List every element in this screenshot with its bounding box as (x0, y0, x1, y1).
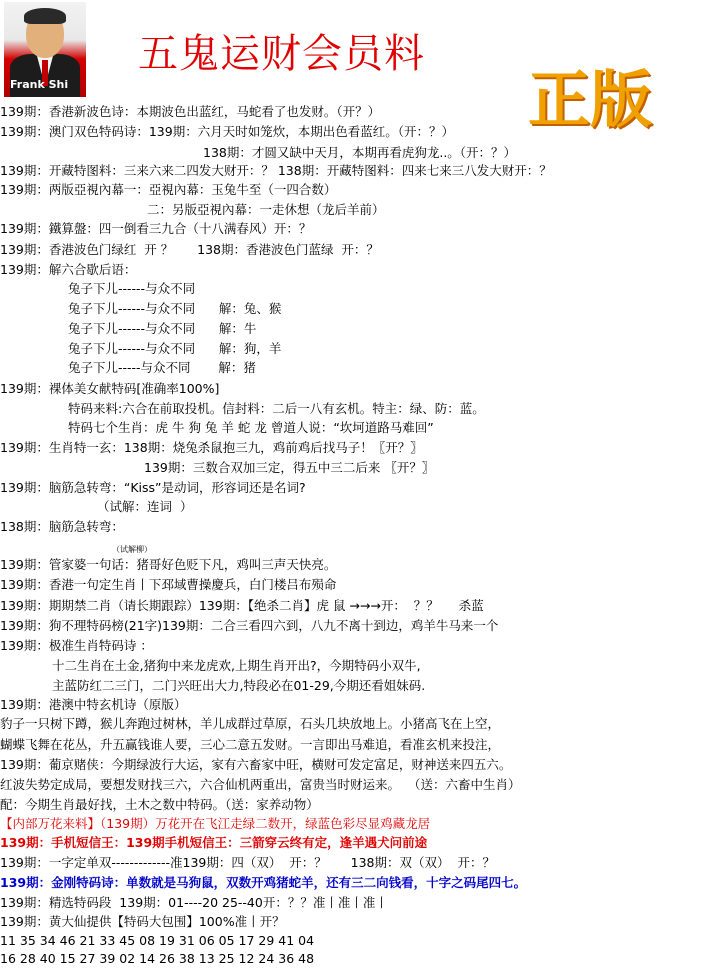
text-line-red: 【内部万花来料】（139期）万花开在飞江走绿二数开，绿蓝色彩尽显鸡藏龙居 (0, 816, 431, 831)
text-line: 配：今期生肖最好找，土木之数中特码。（送：家养动物） (0, 797, 319, 812)
text-line: 兔子下儿------与众不同 解：牛 (68, 321, 257, 336)
text-line: 139期：开藏特图料：三来六来二四发大财开：？ 138期：开藏特图料：四来七来三八发大财开：？ (0, 163, 552, 178)
text-line: 十二生肖在土金,猪狗中来龙虎欢,上期生肖开出?，今期特码小双牛, (52, 658, 421, 673)
text-line: 139期：香港波色门绿红 开 ？ 138期：香港波色门蓝绿 开：？ (0, 242, 379, 257)
text-line: 特码七个生肖：虎 牛 狗 兔 羊 蛇 龙 曾道人说：“坎坷道路马难回” (68, 420, 434, 435)
text-line: （试解柳） (112, 545, 152, 554)
text-line: 139期：鐵算盤：四一倒看三九合（十八满春风）开：？ (0, 221, 312, 236)
text-line: 兔子下儿------与众不同 解：兔、猴 (68, 301, 282, 316)
text-line: 139期：一字定单双-------------准139期：四（双） 开：？ 138期：双（双） 开：？ (0, 855, 495, 870)
text-line: 特码来料:六合在前取投机。信封料：二后一八有玄机。特主：绿、防：蓝。 (68, 401, 485, 416)
photo-hair (24, 8, 66, 24)
text-line: 139期：三数合双加三定，得五中三二后来 〖开？〗 (144, 460, 435, 475)
text-line: 139期：极准生肖特码诗 ： (0, 638, 153, 653)
photo-caption: Frank Shi (10, 78, 69, 91)
text-line: 二：另版亞視內幕：一走休想（龙后羊前） (147, 202, 385, 217)
text-line: 139期：狗不理特码榜(21字)139期：二合三看四六到，八九不离十到边，鸡羊牛马来一个 (0, 618, 499, 633)
text-line: 139期：黄大仙提供【特码大包围】100%准丨开？ (0, 914, 285, 929)
number-row: 16 28 40 15 27 39 02 14 26 38 13 25 12 24 36 48 (0, 951, 315, 966)
text-line: 兔子下儿------与众不同 (68, 281, 196, 296)
text-line: 豹子一只树下蹲，猴儿奔跑过树林，羊儿成群过草原，石头几块放地上。小猪高飞在上空， (0, 716, 501, 731)
portrait-photo (4, 2, 86, 97)
stamp-logo: 正版 (528, 63, 653, 136)
text-line: 兔子下儿------与众不同 解：狗，羊 (68, 341, 282, 356)
text-line: 139期：葡京赌侠：今期绿波行大运，家有六畜家中旺，横财可发定富足，财神送来四五六。 (0, 757, 512, 772)
text-line: 红波失势定成局，要想发财找三六，六合仙机两重出，富贵当时财运来。 （送：六畜中生肖） (0, 777, 521, 792)
text-line: 蝴蝶飞舞在花丛，升五赢钱谁人要，三心二意五发财。一言即出马难追，看准玄机来投注， (0, 737, 501, 752)
page-title: 五鬼运财会员料 (138, 31, 425, 77)
text-line: （试解：连词 ） (97, 499, 193, 514)
text-line: 139期：解六合歇后语： (0, 262, 137, 277)
text-line: 139期：管家婆一句话：猪哥好色贬下凡，鸡叫三声天快亮。 (0, 557, 337, 572)
text-line-red: 139期：手机短信王：139期手机短信王：三箭穿云终有定，逢羊遇犬问前途 (0, 835, 428, 850)
text-line: 139期：两版亞視內幕一：亞視內幕：玉兔牛至（一四合数） (0, 182, 337, 197)
text-line: 138期：才圆又缺中天月，本期再看虎狗龙..。（开：？） (203, 145, 517, 160)
text-line: 139期：香港新波色诗：本期波色出蓝红，马蛇看了也发财。（开？） (0, 104, 381, 119)
text-line: 139期：澳门双色特码诗：139期：六月天时如笼炊，本期出色看蓝红。（开：？） (0, 124, 454, 139)
text-line: 139期：裸体美女献特码[准确率100%] (0, 381, 220, 396)
number-row: 11 35 34 46 21 33 45 08 19 31 06 05 17 29 41 04 (0, 933, 315, 948)
text-line: 139期：精选特码段 139期：01----20 25--40开：？？准丨准丨准丨 (0, 895, 388, 910)
text-line: 139期：港澳中特玄机诗（原版） (0, 697, 187, 712)
text-line: 139期：生肖特一玄：138期：烧兔杀鼠抱三九，鸡前鸡后找马子！〖开？〗 (0, 440, 423, 455)
text-line: 兔子下儿-----与众不同 解：猪 (68, 360, 256, 375)
text-line: 主蓝防红二三门，二门兴旺出大力,特段必在01-29,今期还看姐妹码. (52, 678, 426, 693)
text-line: 139期：期期禁二肖（请长期跟踪）139期：【绝杀二肖】虎 鼠 →→→开： ？？ 杀蓝 (0, 598, 484, 613)
text-line-blue: 139期：金刚特码诗：单数就是马狗鼠，双数开鸡猪蛇羊，还有三二向钱看，十字之码尾四七。 (0, 875, 527, 890)
text-line: 139期：香港一句定生肖丨下邳域曹操慶兵，白门楼吕布殒命 (0, 577, 337, 592)
text-line: 138期：脑筋急转弯： (0, 519, 124, 534)
text-line: 139期：脑筋急转弯：“Kiss”是动词，形容词还是名词? (0, 480, 306, 495)
